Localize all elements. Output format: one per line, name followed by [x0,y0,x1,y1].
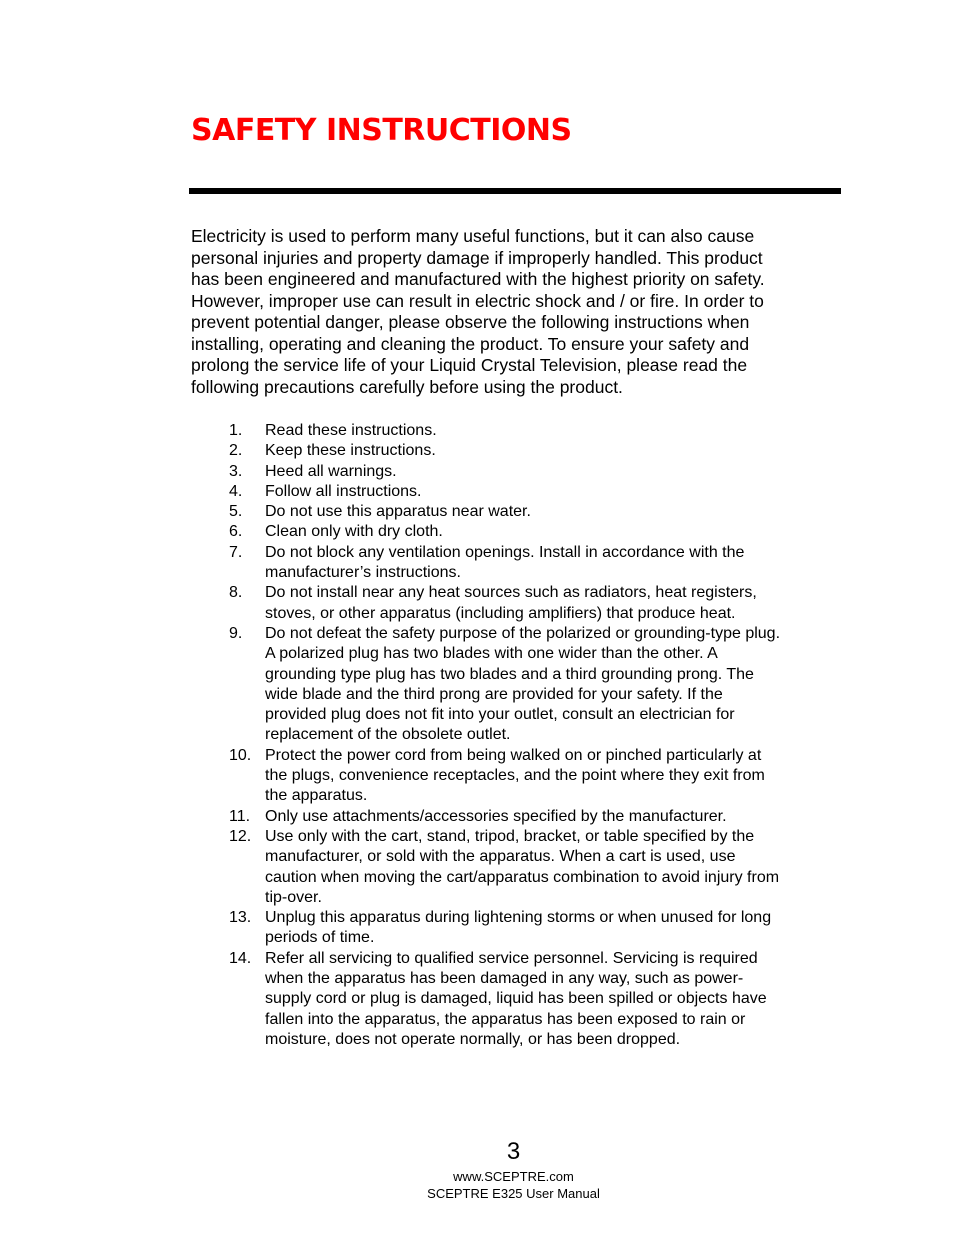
item-text: Do not use this apparatus near water. [265,503,531,521]
item-text: Do not defeat the safety purpose of the polarized or grounding-type plug. A polarized plug has two blades with one wider than the other. A grounding type plug has two blades and a third grounding prong. The wide blade and the third prong are provided for your safety. If the provided plug does not fit into your outlet, consult an electrician for replacement of the obsolete outlet. [265,624,781,744]
list-item [229,949,841,1050]
item-number: 1. [229,422,243,439]
item-text: Use only with the cart, stand, tripod, bracket, or table specified by the manufacturer, or sold with the apparatus. When a cart is used, use caution when moving the cart/apparatus combination to avoid injury from tip-over. [265,827,780,906]
item-text: Do not install near any heat sources such as radiators, heat registers, stoves, or other apparatus (including amplifiers) that produce heat. [265,584,757,622]
item-number: 12. [229,827,252,845]
footer-manual-title: SCEPTRE E325 User Manual [427,1186,600,1201]
list-item [229,543,841,584]
item-number: 2. [229,442,243,460]
item-number: 6. [229,523,243,541]
item-text: Heed all warnings. [265,462,397,480]
list-item [229,522,841,542]
item-number: 9. [229,624,243,642]
list-item [229,746,841,807]
item-number: 13. [229,909,252,927]
item-number: 5. [229,503,243,521]
item-number: 10. [229,746,252,764]
safety-instructions-list [229,421,841,1050]
list-item [229,908,841,949]
list-item [229,807,841,827]
list-item [229,441,841,461]
list-item [229,462,841,482]
item-text: Refer all servicing to qualified service personnel. Servicing is required when the apparatus has been damaged in any way, such as power- supply cord or plug is damaged, liquid has been spilled or objects have fallen into the apparatus, the apparatus has been exposed to rain or moisture, does not operate normally, or has been dropped. [265,949,767,1048]
list-item [229,827,841,908]
item-text: Clean only with dry cloth. [265,523,443,541]
item-text: Read these instructions. [265,422,437,439]
item-text: Do not block any ventilation openings. Install in accordance with the manufacturer’s instructions. [265,543,745,582]
footer-url: www.SCEPTRE.com [453,1169,574,1184]
intro-paragraph: Electricity is used to perform many useful functions, but it can also cause personal injuries and property damage if improperly handled. This product has been engineered and manufactured with the highest priority on safety. However, improper use can result in electric shock and / or fire. In order to prevent potential danger, please observe the following instructions when installing, operating and cleaning the product. To ensure your safety and prolong the service life of your Liquid Crystal Television, please read the following precautions carefully before using the product. [191,226,765,397]
list-item [229,624,841,746]
list-item [229,482,841,502]
item-text: Only use attachments/accessories specified by the manufacturer. [265,807,727,825]
item-text: Unplug this apparatus during lightening storms or when unused for long periods of time. [265,909,772,947]
item-number: 4. [229,482,243,500]
item-number: 14. [229,949,252,967]
page-title: SAFETY INSTRUCTIONS [191,113,572,148]
item-number: 11. [229,807,251,825]
title-divider [189,188,841,194]
list-item [229,583,841,624]
list-item [229,502,841,522]
item-number: 7. [229,543,243,561]
item-text: Follow all instructions. [265,482,422,500]
page-number: 3 [506,1138,521,1165]
list-item [229,421,841,441]
item-number: 3. [229,462,243,480]
item-text: Keep these instructions. [265,442,436,460]
item-number: 8. [229,584,243,602]
item-text: Protect the power cord from being walked on or pinched particularly at the plugs, convenience receptacles, and the point where they exit from the apparatus. [265,746,765,805]
